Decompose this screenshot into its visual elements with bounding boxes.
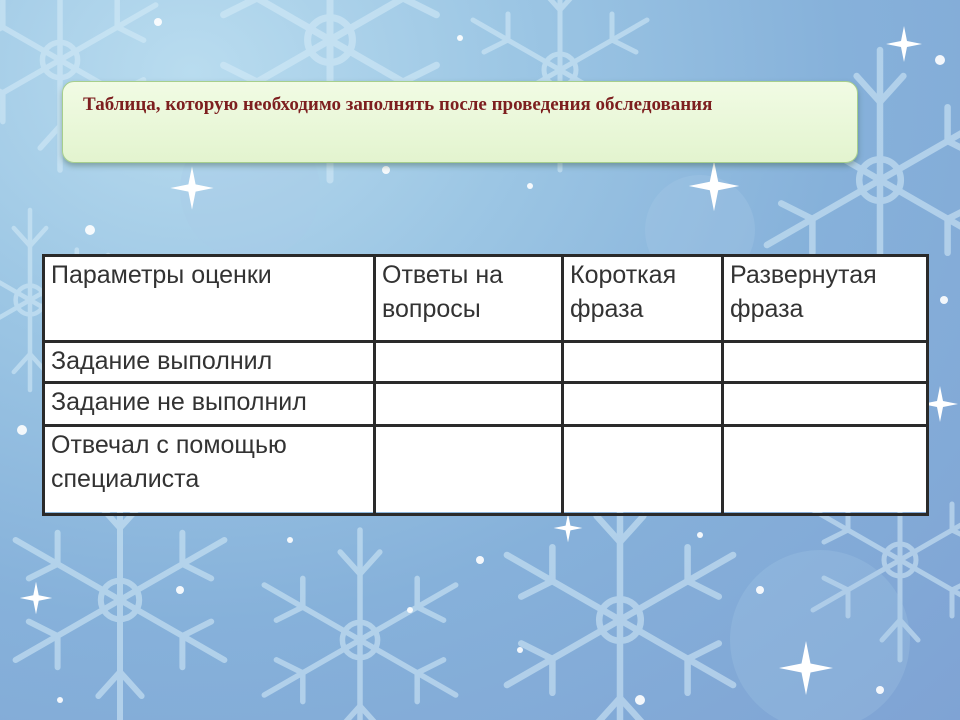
table-row xyxy=(44,383,928,426)
table-cell[interactable] xyxy=(375,383,563,426)
table-cell[interactable] xyxy=(723,383,928,426)
table-row xyxy=(44,426,928,515)
slide-title: Таблица, которую необходимо заполнять после проведения обследования xyxy=(83,94,713,115)
assessment-table-container xyxy=(42,254,926,512)
row-label-not-completed: Задание не выполнил xyxy=(44,383,375,426)
table-cell[interactable] xyxy=(563,342,723,383)
column-header-parameters: Параметры оценки xyxy=(44,256,375,342)
table-cell[interactable] xyxy=(723,426,928,515)
table-cell[interactable] xyxy=(375,426,563,515)
row-label-with-specialist-help: Отвечал с помощью специалиста xyxy=(44,426,375,515)
assessment-table xyxy=(42,254,929,516)
table-header-row xyxy=(44,256,928,342)
row-label-completed: Задание выполнил xyxy=(44,342,375,383)
column-header-extended-phrase: Развернутая фраза xyxy=(723,256,928,342)
column-header-answers: Ответы на вопросы xyxy=(375,256,563,342)
table-row xyxy=(44,342,928,383)
table-cell[interactable] xyxy=(375,342,563,383)
table-cell[interactable] xyxy=(723,342,928,383)
title-banner xyxy=(62,81,858,163)
table-cell[interactable] xyxy=(563,426,723,515)
column-header-short-phrase: Короткая фраза xyxy=(563,256,723,342)
table-cell[interactable] xyxy=(563,383,723,426)
